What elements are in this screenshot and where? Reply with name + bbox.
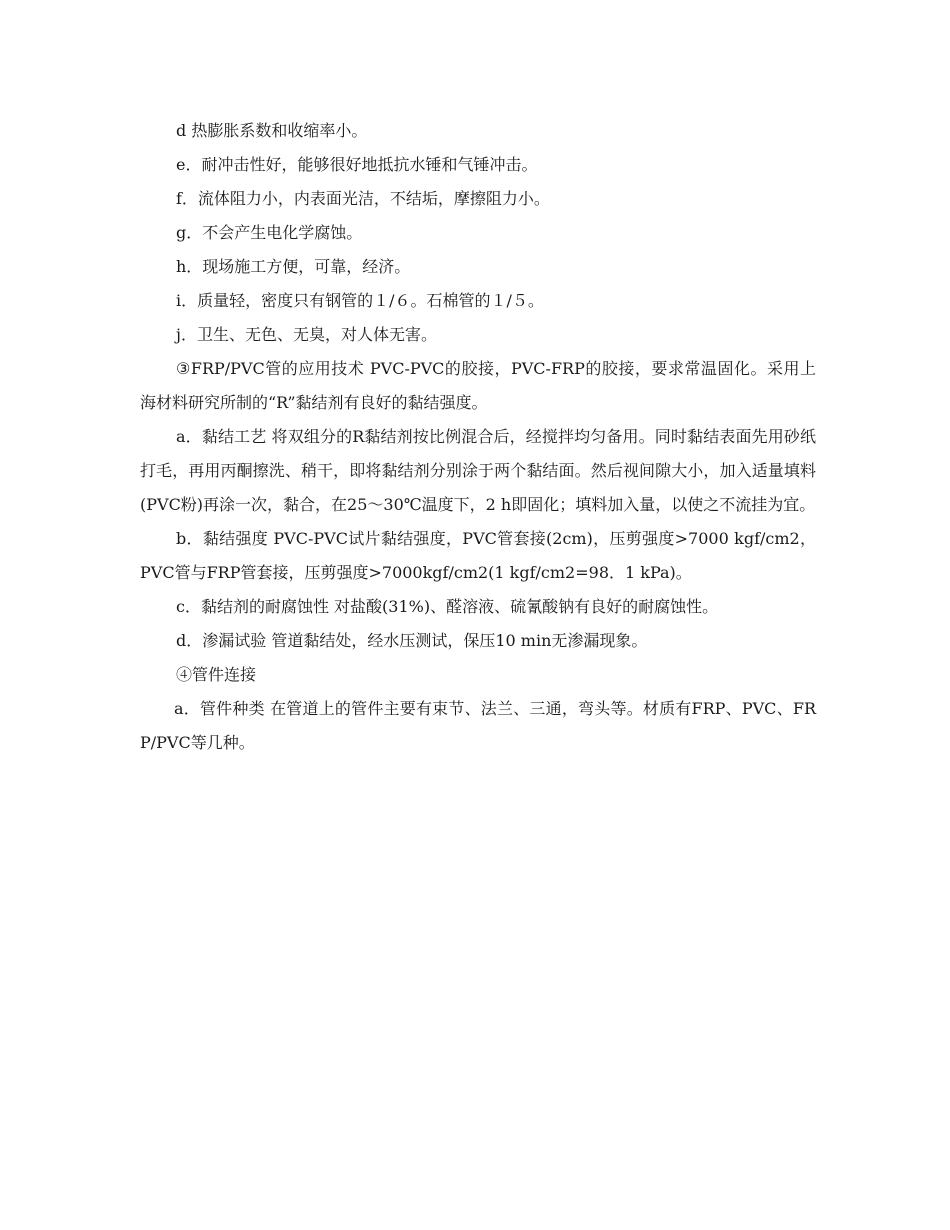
paragraph-f-flow-resistance: f．流体阻力小，内表面光洁，不结垢，摩擦阻力小。 — [176, 189, 550, 208]
paragraph-d-leak-test: d．渗漏试验 管道黏结处，经水压测试，保压10 min无渗漏现象。 — [176, 631, 648, 650]
paragraph-i-weight: i．质量轻，密度只有钢管的１/６。石棉管的１/５。 — [176, 291, 544, 310]
paragraph-h-construction: h．现场施工方便，可靠，经济。 — [176, 257, 411, 276]
paragraph-a-fitting-types: a．管件种类 在管道上的管件主要有束节、法兰、三通，弯头等。材质有FRP、PVC、FRP/PVC等几种。 — [140, 699, 816, 752]
paragraph-g-no-corrosion: g．不会产生电化学腐蚀。 — [176, 223, 363, 242]
paragraph-e-impact-resistance: e．耐冲击性好，能够很好地抵抗水锤和气锤冲击。 — [176, 155, 538, 174]
paragraph-c-adhesive-corrosion: c．黏结剂的耐腐蚀性 对盐酸(31%)、醛溶液、硫氰酸钠有良好的耐腐蚀性。 — [176, 597, 719, 616]
paragraph-d-thermal-expansion: d 热膨胀系数和收缩率小。 — [176, 121, 368, 140]
paragraph-j-hygiene: j．卫生、无色、无臭，对人体无害。 — [176, 325, 437, 344]
document-body — [140, 114, 816, 760]
section-3-application-technology: ③FRP/PVC管的应用技术 PVC-PVC的胶接，PVC-FRP的胶接，要求常温固化。采用上海材料研究所制的“R”黏结剂有良好的黏结强度。 — [140, 359, 816, 412]
paragraph-b-bonding-strength: b．黏结强度 PVC-PVC试片黏结强度，PVC管套接(2cm)，压剪强度>7000 kgf/cm2，PVC管与FRP管套接，压剪强度>7000kgf/cm2(1 kgf/cm2=98．1 kPa)。 — [140, 529, 816, 582]
section-4-fitting-connection: ④管件连接 — [176, 665, 257, 684]
paragraph-a-bonding-process: a．黏结工艺 将双组分的R黏结剂按比例混合后，经搅拌均匀备用。同时黏结表面先用砂纸打毛，再用丙酮擦洗、稍干，即将黏结剂分别涂于两个黏结面。然后视间隙大小，加入适量填料(PVC粉)再涂一次，黏合，在25～30℃温度下，2 h即固化；填料加入量，以使之不流挂为宜。 — [140, 427, 816, 514]
